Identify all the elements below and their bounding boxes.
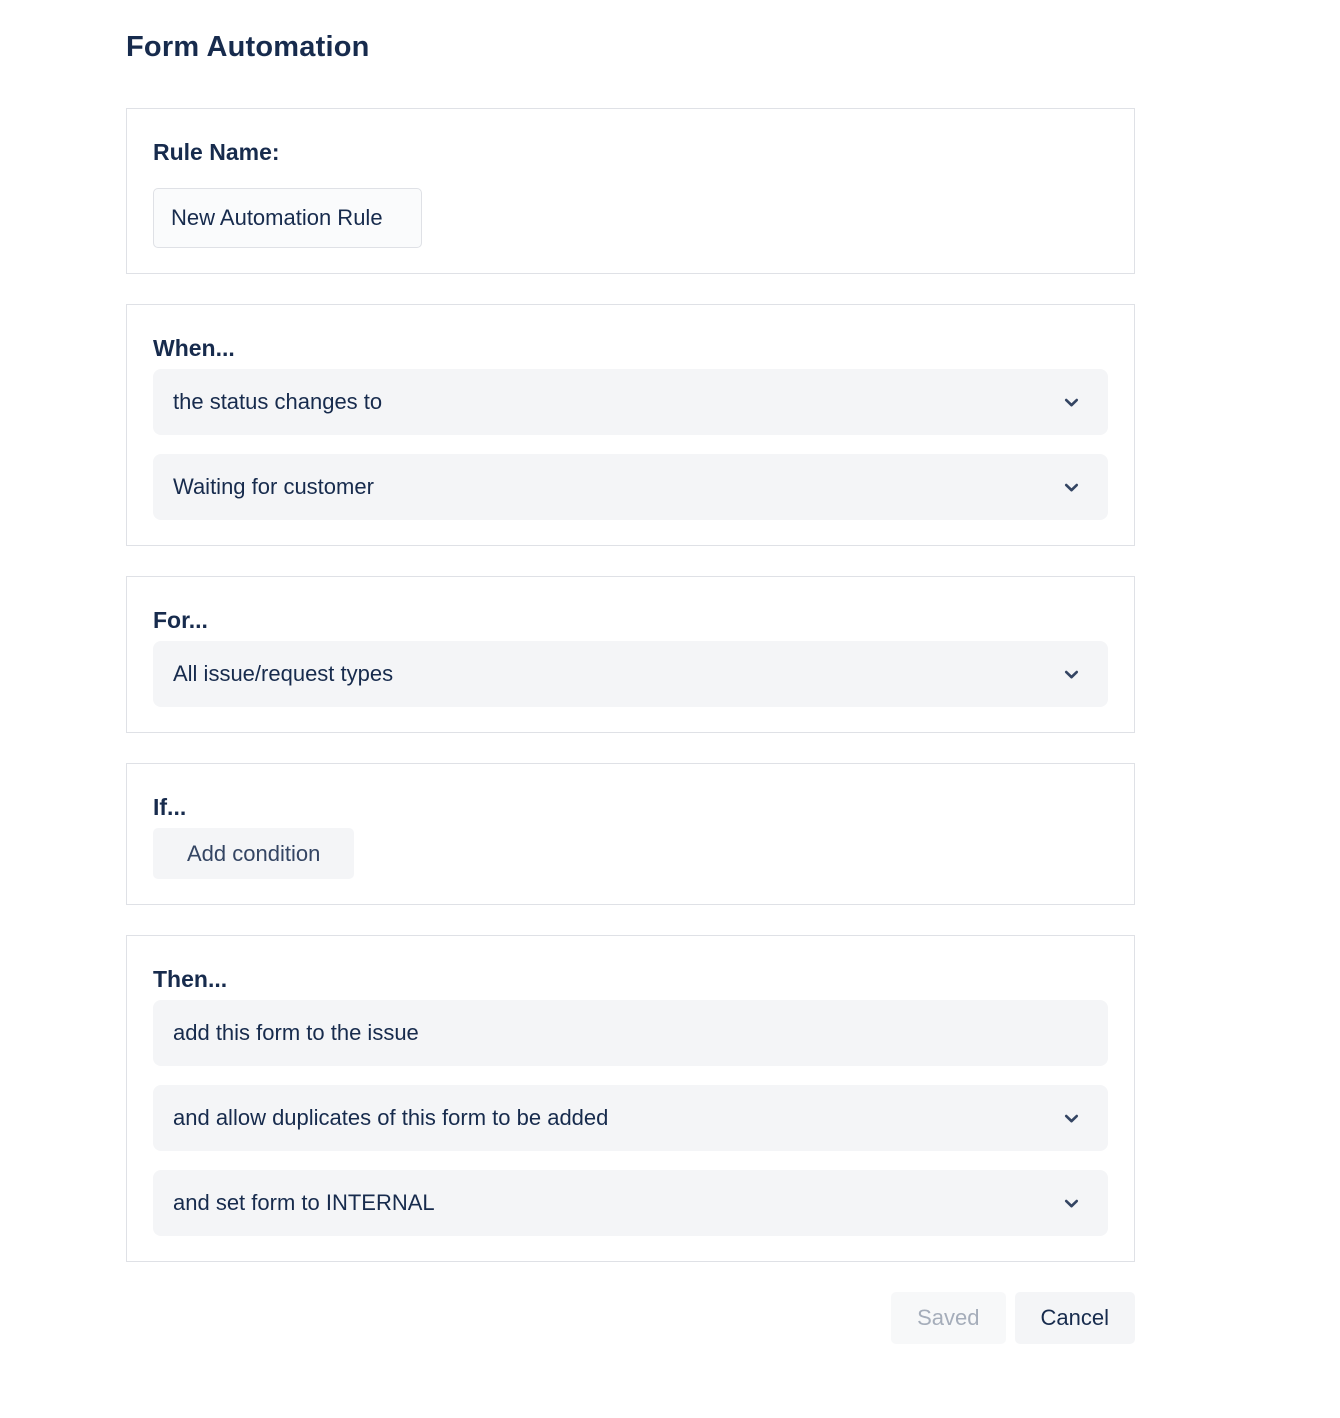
when-status-select[interactable] <box>153 454 1108 520</box>
chevron-down-icon <box>1061 1108 1082 1129</box>
content-column <box>126 30 1135 1344</box>
if-card <box>126 763 1135 905</box>
then-visibility-select[interactable] <box>153 1170 1108 1236</box>
cancel-button[interactable]: Cancel <box>1015 1292 1135 1344</box>
chevron-down-icon <box>1061 477 1082 498</box>
for-card <box>126 576 1135 733</box>
then-visibility-value: and set form to INTERNAL <box>173 1190 435 1215</box>
chevron-down-icon <box>1061 1193 1082 1214</box>
rule-name-label: Rule Name: <box>153 139 280 165</box>
add-condition-button[interactable]: Add condition <box>153 828 354 879</box>
for-heading: For... <box>153 607 208 633</box>
then-action-value: add this form to the issue <box>173 1020 419 1045</box>
for-issue-types-select[interactable] <box>153 641 1108 707</box>
for-issue-types-value: All issue/request types <box>173 661 394 686</box>
chevron-down-icon <box>1061 664 1082 685</box>
chevron-down-icon <box>1061 392 1082 413</box>
then-card <box>126 935 1135 1262</box>
when-trigger-select[interactable] <box>153 369 1108 435</box>
if-heading: If... <box>153 794 187 820</box>
saved-button[interactable]: Saved <box>891 1292 1005 1344</box>
then-heading: Then... <box>153 966 228 992</box>
footer-actions <box>126 1292 1135 1344</box>
rule-name-input[interactable] <box>153 188 422 248</box>
then-duplicates-value: and allow duplicates of this form to be added <box>173 1105 609 1130</box>
when-card <box>126 304 1135 546</box>
rule-name-card <box>126 108 1135 274</box>
page-title: Form Automation <box>126 31 370 63</box>
when-heading: When... <box>153 335 235 361</box>
when-trigger-value: the status changes to <box>173 389 383 414</box>
then-duplicates-select[interactable] <box>153 1085 1108 1151</box>
when-status-value: Waiting for customer <box>173 474 374 499</box>
then-action-row[interactable] <box>153 1000 1108 1066</box>
